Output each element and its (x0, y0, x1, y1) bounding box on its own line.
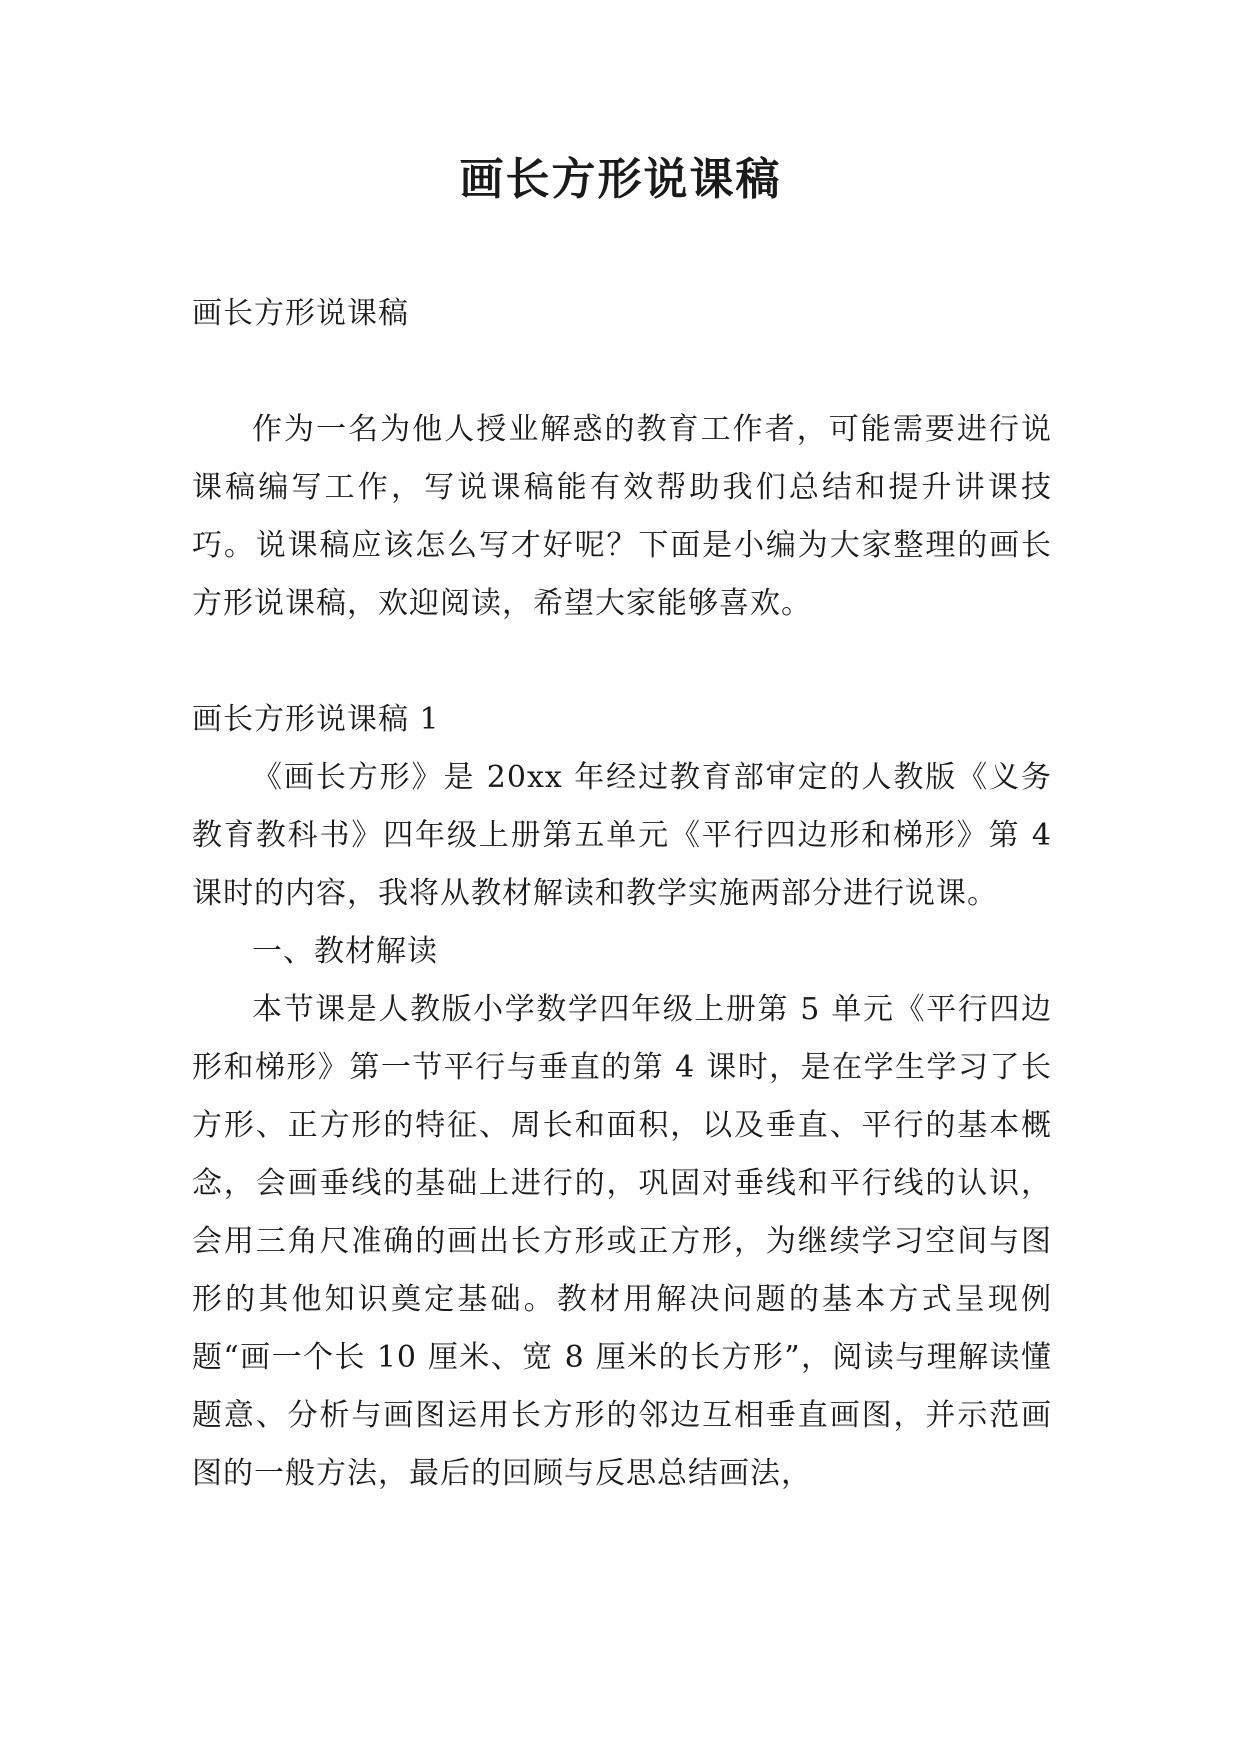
document-body (192, 285, 1052, 1503)
document-subtitle: 画长方形说课稿 (192, 296, 409, 331)
section-paragraph: 《画长方形》是 20xx 年经过教育部审定的人教版《义务教育教科书》四年级上册第五单元《平行四边形和梯形》第 4 课时的内容，我将从教材解读和教学实施两部分进行说课。 (192, 760, 1052, 911)
part-paragraph: 本节课是人教版小学数学四年级上册第 5 单元《平行四边形和梯形》第一节平行与垂直的第 4 课时，是在学生学习了长方形、正方形的特征、周长和面积，以及垂直、平行的基本概念，会画垂线的基础上进行的，巩固对垂线和平行线的认识，会用三角尺准确的画出长方形或正方形，为继续学习空间与图形的其他知识奠定基础。教材用解决问题的基本方式呈现例题“画一个长 10 厘米、宽 8 厘米的长方形”，阅读与理解读懂题意、分析与画图运用长方形的邻边互相垂直画图，并示范画图的一般方法，最后的回顾与反思总结画法， (192, 992, 1052, 1491)
document-title: 画长方形说课稿 (459, 154, 782, 205)
part-heading: 一、教材解读 (252, 934, 438, 969)
section-heading: 画长方形说课稿 1 (192, 702, 440, 737)
intro-paragraph: 作为一名为他人授业解惑的教育工作者，可能需要进行说课稿编写工作，写说课稿能有效帮助我们总结和提升讲课技巧。说课稿应该怎么写才好呢？下面是小编为大家整理的画长方形说课稿，欢迎阅读，希望大家能够喜欢。 (192, 412, 1052, 621)
